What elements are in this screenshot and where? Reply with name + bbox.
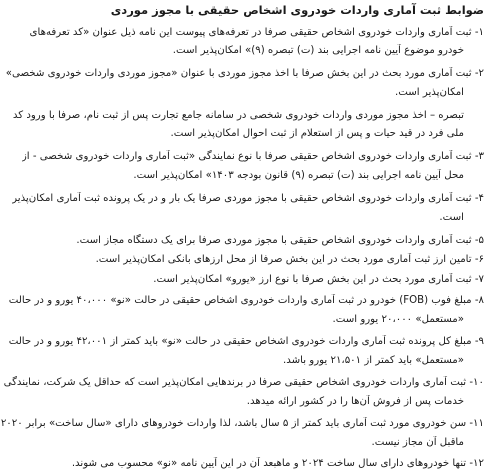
item-1-line-2: خودرو موضوع آیین نامه اجرایی بند (ت) تبصره (۹)» امکان‌پذیر است. (172, 45, 464, 56)
item-8-line-2: «مستعمل» ۲۰،۰۰۰ یورو است. (332, 314, 464, 325)
note-line-1: تبصره – اخذ مجوز موردی واردات خودروی شخصی در سامانه جامع تجارت پس از ثبت نام، صرفا با ورود کد (12, 110, 464, 121)
item-12-line: ۱۲- تنها خودروهای دارای سال ساخت ۲۰۲۴ و ماهبعد آن در این آیین نامه «نو» محسوب می شوند. (71, 458, 484, 469)
item-5-line: ۵- ثبت آماری واردات خودروی اشخاص حقیقی با مجوز موردی صرفا برای یک دستگاه مجاز است. (76, 235, 484, 246)
item-10-line-1: ۱۰- ثبت آماری واردات خودروی اشخاص حقیقی صرفا در برندهایی امکان‌پذیر است که حداقل یک شرکت، نمایندگی (3, 377, 484, 388)
item-6-line: ۶- تامین ارز ثبت آماری مورد بحث در این بخش صرفا از محل ارزهای بانکی امکان‌پذیر است. (95, 254, 484, 265)
item-9-line-1: ۹- مبلغ کل پرونده ثبت آماری واردات خودروی اشخاص حقیقی در حالت «نو» باید کمتر از ۴۲،۰۰۱ یورو و در حالت (8, 336, 484, 347)
item-11-line-2: ماقبل آن مجاز نیست. (371, 437, 464, 448)
item-3-line-1: ۳- ثبت آماری واردات خودروی اشخاص حقیقی صرفا با نوع نمایندگی «ثبت آماری واردات خودروی شخصی - از (21, 151, 484, 162)
item-2-line-2: امکان‌پذیر است. (395, 87, 464, 98)
item-9-line-2: «مستعمل» باید کمتر از ۲۱،۵۰۱ یورو باشد. (282, 355, 464, 366)
item-7-line: ۷- ثبت آماری مورد بحث در این بخش صرفا با نوع ارز «یورو» امکان‌پذیر است. (153, 274, 484, 285)
item-4-line-2: است. (439, 212, 464, 223)
document-title: ضوابط ثبت آماری واردات خودروی اشخاص حقیقی با مجوز موردی (110, 3, 484, 17)
item-4-line-1: ۴- ثبت آماری واردات خودروی اشخاص حقیقی با مجوز موردی صرفا یک بار و در یک پرونده ثبت آماری امکان‌پذیر (12, 193, 484, 204)
item-11-line-1: ۱۱- سن خودروی مورد ثبت آماری باید کمتر از ۵ سال باشد، لذا واردات خودروهای دارای «سال ساخت» برابر ۲۰۲۰ (0, 418, 484, 429)
note-line-2: ملی فرد در قید حیات و پس از استعلام از ثبت احوال امکان‌پذیر است. (170, 128, 464, 139)
item-8-line-1: ۸- مبلغ فوب (FOB) خودرو در ثبت آماری واردات خودروی اشخاص حقیقی در حالت «نو» ۴۰،۰۰۰ یورو و در حالت (8, 295, 484, 306)
item-2-line-1: ۲- ثبت آماری مورد بحث در این بخش صرفا با اخذ مجوز موردی با عنوان «مجوز موردی واردات خودروی شخصی» (5, 68, 484, 79)
item-10-line-2: خدمات پس از فروش آن‌ها را در کشور ارائه میدهد. (246, 396, 464, 407)
item-1-line-1: ۱- ثبت آماری واردات خودروی اشخاص حقیقی صرفا در تعرفه‌های پیوست این نامه ذیل عنوان «کد تعرفه‌های (29, 27, 484, 38)
item-3-line-2: محل آیین نامه اجرایی بند (ت) تبصره (۹) قانون بودجه ۱۴۰۳» امکان‌پذیر است. (133, 170, 464, 181)
